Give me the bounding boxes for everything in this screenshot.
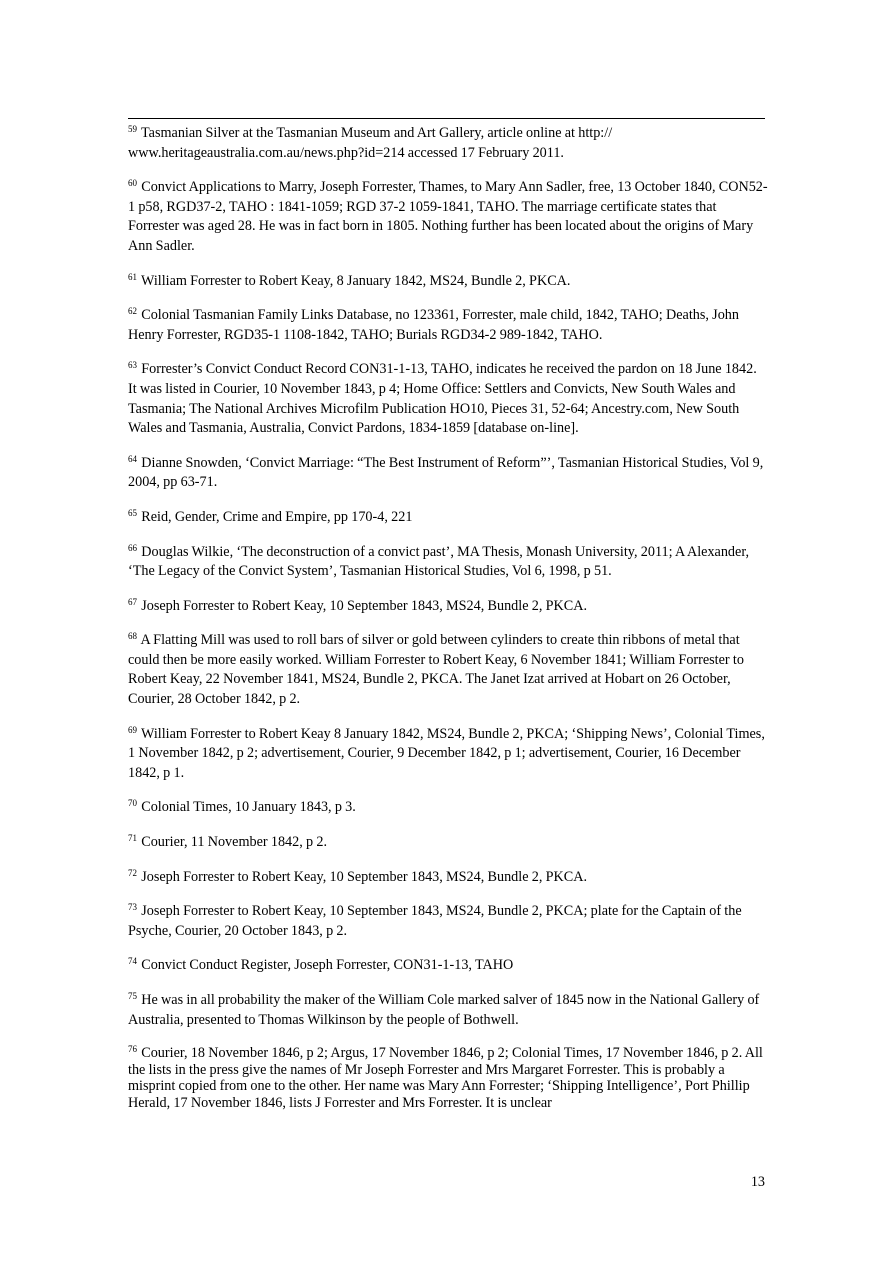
footnote-number: 71 xyxy=(128,833,137,844)
footnote-59 xyxy=(128,124,768,163)
footnote-text: Convict Applications to Marry, Joseph Forrester, Thames, to Mary Ann Sadler, free, 13 October 1840, CON52-1 p58, RGD37-2, TAHO : 1841-1059; RGD 37-2 1059-1841, TAHO. The marriage certificate states that Forrester was aged 28. He was in fact born in 1805. Nothing further has been located about the origins of Mary Ann Sadler. xyxy=(128,179,768,254)
footnote-63 xyxy=(128,360,768,438)
footnote-number: 76 xyxy=(128,1044,137,1055)
footnote-text: William Forrester to Robert Keay, 8 January 1842, MS24, Bundle 2, PKCA. xyxy=(141,272,571,289)
footnote-75 xyxy=(128,991,768,1030)
footnote-number: 70 xyxy=(128,798,137,809)
page-number: 13 xyxy=(750,1174,765,1190)
footnote-number: 68 xyxy=(128,631,137,642)
footnote-71 xyxy=(128,833,768,853)
footnote-separator xyxy=(128,118,765,119)
footnote-text: Dianne Snowden, ‘Convict Marriage: “The Best Instrument of Reform”’, Tasmanian Historical Studies, Vol 9, 2004, pp 63-71. xyxy=(128,454,764,491)
footnote-76 xyxy=(128,1045,768,1111)
footnote-68 xyxy=(128,631,768,709)
footnote-number: 73 xyxy=(128,902,137,913)
footnote-text: Douglas Wilkie, ‘The deconstruction of a convict past’, MA Thesis, Monash University, 2011; A Alexander, ‘The Legacy of the Convict System’, Tasmanian Historical Studies, Vol 6, 1998, p 51. xyxy=(128,543,750,580)
footnote-number: 72 xyxy=(128,867,137,878)
footnote-text: Courier, 11 November 1842, p 2. xyxy=(138,834,327,851)
footnote-text: A Flatting Mill was used to roll bars of silver or gold between cylinders to create thin ribbons of metal that could then be more easily worked. William Forrester to Robert Keay, 6 November 1841; William Forrester to Robert Keay, 22 November 1841, MS24, Bundle 2, PKCA. The Janet Izat arrived at Hobart on 26 October, Courier, 28 October 1842, p 2. xyxy=(128,632,744,708)
footnote-text: Joseph Forrester to Robert Keay, 10 September 1843, MS24, Bundle 2, PKCA. xyxy=(138,868,588,885)
footnote-number: 64 xyxy=(128,453,137,464)
footnote-number: 65 xyxy=(128,507,137,518)
footnote-72 xyxy=(128,868,768,888)
footnote-number: 66 xyxy=(128,542,137,553)
footnote-number: 60 xyxy=(128,178,137,189)
footnote-text: Forrester’s Convict Conduct Record CON31-1-13, TAHO, indicates he received the pardon on 18 June 1842. It was listed in Courier, 10 November 1843, p 4; Home Office: Settlers and Convicts, New South Wales and Tasmania; The National Archives Microfilm Publication HO10, Pieces 31, 52-64; Ancestry.com, New South Wales and Tasmania, Australia, Convict Pardons, 1834-1859 [database on-line]. xyxy=(128,361,757,437)
footnotes-list xyxy=(128,124,768,1127)
footnote-text: Joseph Forrester to Robert Keay, 10 September 1843, MS24, Bundle 2, PKCA; plate for the Captain of the Psyche, Courier, 20 October 1843, p 2. xyxy=(128,903,742,939)
footnote-69 xyxy=(128,725,768,784)
footnote-65 xyxy=(128,508,768,528)
footnote-text: Colonial Tasmanian Family Links Database, no 123361, Forrester, male child, 1842, TAHO; Deaths, John Henry Forrester, RGD35-1 1108-1842, TAHO; Burials RGD34-2 989-1842, TAHO. xyxy=(128,307,739,343)
footnote-number: 63 xyxy=(128,360,137,371)
footnote-62 xyxy=(128,306,768,345)
footnote-text: William Forrester to Robert Keay 8 January 1842, MS24, Bundle 2, PKCA; ‘Shipping News’, Colonial Times, 1 November 1842, p 2; advertisement, Courier, 9 December 1842, p 1; advertisement, Courier, 16 December 1842, p 1. xyxy=(128,725,765,781)
footnote-74 xyxy=(128,956,768,976)
footnote-61 xyxy=(128,272,768,292)
footnote-66 xyxy=(128,543,768,582)
footnote-number: 61 xyxy=(128,271,137,282)
footnote-text: Courier, 18 November 1846, p 2; Argus, 17 November 1846, p 2; Colonial Times, 17 November 1846, p 2. All the lists in the press give the names of Mr Joseph Forrester and Mrs Margaret Forrester. This is probably a misprint copied from one to the other. Her name was Mary Ann Forrester; ‘Shipping Intelligence’, Port Phillip Herald, 17 November 1846, lists J Forrester and Mrs Forrester. It is unclear xyxy=(128,1045,763,1111)
footnote-number: 69 xyxy=(128,724,137,735)
footnote-64 xyxy=(128,454,768,493)
footnote-text: He was in all probability the maker of the William Cole marked salver of 1845 now in the National Gallery of Australia, presented to Thomas Wilkinson by the people of Bothwell. xyxy=(128,992,760,1028)
footnote-text: Tasmanian Silver at the Tasmanian Museum and Art Gallery, article online at http:// www.heritageaustralia.com.au/news.php?id=214 accessed 17 February 2011. xyxy=(128,125,613,161)
footnote-70 xyxy=(128,798,768,818)
footnote-67 xyxy=(128,597,768,617)
footnote-number: 75 xyxy=(128,991,137,1001)
footnote-number: 67 xyxy=(128,596,137,607)
footnote-text: Colonial Times, 10 January 1843, p 3. xyxy=(138,799,356,816)
footnote-text: Convict Conduct Register, Joseph Forrester, CON31-1-13, TAHO xyxy=(138,957,514,974)
footnote-text: Reid, Gender, Crime and Empire, pp 170-4, 221 xyxy=(141,508,413,525)
footnote-number: 62 xyxy=(128,306,137,317)
footnote-number: 59 xyxy=(128,124,137,134)
footnote-text: Joseph Forrester to Robert Keay, 10 September 1843, MS24, Bundle 2, PKCA. xyxy=(141,597,588,614)
footnote-73 xyxy=(128,902,768,941)
footnote-number: 74 xyxy=(128,956,137,967)
footnote-60 xyxy=(128,178,768,256)
